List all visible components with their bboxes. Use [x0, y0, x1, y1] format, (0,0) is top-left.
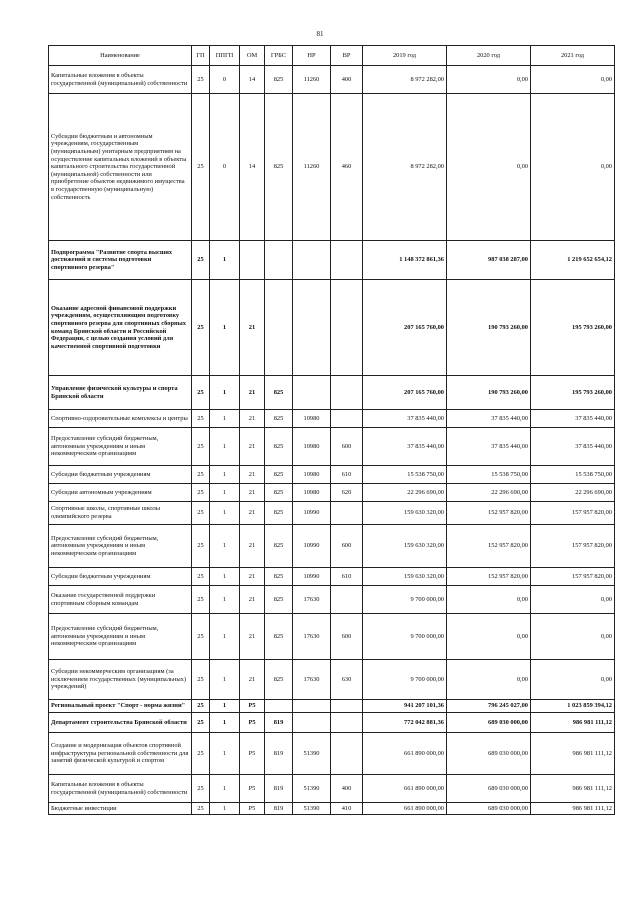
cell-grbs: 819	[265, 713, 293, 733]
cell-y2020: 0,00	[447, 66, 531, 94]
cell-name: Субсидии бюджетным и автономным учреждениям, государственным (муниципальным) унитарным предприятиям на осуществление капитальных вложений в объекты капитального строительства государственной (муниципальной) собственности или приобретение объектов недвижимого имущества в государственную (муниципальную) собственность	[49, 94, 192, 241]
cell-y2021: 37 835 440,00	[531, 410, 615, 428]
cell-name: Региональный проект "Спорт - норма жизни"	[49, 700, 192, 713]
cell-gp: 25	[192, 803, 210, 815]
cell-y2019: 37 835 440,00	[363, 428, 447, 466]
cell-ppgp: 1	[210, 376, 240, 410]
cell-gp: 25	[192, 376, 210, 410]
cell-y2019: 661 890 000,00	[363, 775, 447, 803]
header-row	[49, 46, 615, 66]
cell-ppgp: 1	[210, 586, 240, 614]
table-row	[49, 713, 615, 733]
cell-vr: 600	[331, 614, 363, 660]
cell-nr: 51390	[293, 803, 331, 815]
cell-y2020: 152 957 820,00	[447, 502, 531, 525]
cell-y2019: 207 165 760,00	[363, 280, 447, 376]
cell-vr: 410	[331, 803, 363, 815]
table-row	[49, 94, 615, 241]
cell-nr: 17630	[293, 586, 331, 614]
cell-om: 21	[240, 280, 265, 376]
cell-y2021: 0,00	[531, 660, 615, 700]
table-row	[49, 614, 615, 660]
cell-grbs: 819	[265, 775, 293, 803]
cell-y2021: 157 957 820,00	[531, 568, 615, 586]
cell-ppgp: 1	[210, 466, 240, 484]
cell-grbs: 825	[265, 66, 293, 94]
cell-y2021: 37 835 440,00	[531, 428, 615, 466]
cell-om: 21	[240, 428, 265, 466]
cell-gp: 25	[192, 280, 210, 376]
cell-name: Субсидии бюджетным учреждениям	[49, 568, 192, 586]
cell-ppgp: 1	[210, 484, 240, 502]
cell-y2021: 986 981 111,12	[531, 733, 615, 775]
header-om: ОМ	[240, 46, 265, 66]
cell-name: Создание и модернизация объектов спортивной инфраструктуры региональной собственности для занятий физической культурой и спортом	[49, 733, 192, 775]
cell-y2021: 22 296 690,00	[531, 484, 615, 502]
cell-grbs: 825	[265, 376, 293, 410]
cell-om: P5	[240, 700, 265, 713]
cell-y2021: 0,00	[531, 94, 615, 241]
cell-y2019: 22 296 690,00	[363, 484, 447, 502]
cell-y2020: 37 835 440,00	[447, 428, 531, 466]
cell-vr	[331, 713, 363, 733]
cell-grbs: 825	[265, 502, 293, 525]
cell-y2019: 37 835 440,00	[363, 410, 447, 428]
cell-y2021: 157 957 820,00	[531, 525, 615, 568]
cell-y2020: 15 538 750,00	[447, 466, 531, 484]
cell-grbs: 825	[265, 466, 293, 484]
cell-vr: 630	[331, 660, 363, 700]
cell-om: 21	[240, 376, 265, 410]
table-row	[49, 428, 615, 466]
cell-ppgp: 0	[210, 94, 240, 241]
cell-vr: 400	[331, 775, 363, 803]
cell-nr: 51390	[293, 733, 331, 775]
cell-nr: 17630	[293, 614, 331, 660]
cell-name: Оказание адресной финансовой поддержки учреждениям, осуществляющим подготовку спортивного резерва для спортивных сборных команд Брянской области и Российской Федерации, с целью создания условий для качественной спортивной подготовки	[49, 280, 192, 376]
cell-gp: 25	[192, 94, 210, 241]
cell-vr	[331, 241, 363, 280]
cell-grbs: 825	[265, 410, 293, 428]
cell-name: Предоставление субсидий бюджетным, автономным учреждениям и иным некоммерческим организациям	[49, 614, 192, 660]
cell-grbs: 825	[265, 428, 293, 466]
cell-name: Предоставление субсидий бюджетным, автономным учреждениям и иным некоммерческим организациям	[49, 428, 192, 466]
cell-name: Субсидии некоммерческим организациям (за исключением государственных (муниципальных) учреждений)	[49, 660, 192, 700]
cell-nr	[293, 713, 331, 733]
cell-gp: 25	[192, 733, 210, 775]
cell-y2020: 37 835 440,00	[447, 410, 531, 428]
cell-gp: 25	[192, 502, 210, 525]
cell-y2020: 190 793 260,00	[447, 280, 531, 376]
table-row	[49, 241, 615, 280]
cell-name: Предоставление субсидий бюджетным, автономным учреждениям и иным некоммерческим организациям	[49, 525, 192, 568]
cell-y2020: 0,00	[447, 614, 531, 660]
header-ppgp: ППГП	[210, 46, 240, 66]
cell-y2019: 772 042 881,36	[363, 713, 447, 733]
table-row	[49, 66, 615, 94]
table-row	[49, 502, 615, 525]
cell-y2019: 8 972 282,00	[363, 66, 447, 94]
cell-om: 21	[240, 525, 265, 568]
cell-y2020: 689 030 000,00	[447, 775, 531, 803]
cell-y2020: 190 793 260,00	[447, 376, 531, 410]
cell-gp: 25	[192, 614, 210, 660]
cell-gp: 25	[192, 586, 210, 614]
table-row	[49, 484, 615, 502]
cell-grbs	[265, 241, 293, 280]
cell-gp: 25	[192, 660, 210, 700]
cell-y2019: 9 700 000,00	[363, 614, 447, 660]
cell-name: Спортивные школы, спортивные школы олимпийского резерва	[49, 502, 192, 525]
table-row	[49, 700, 615, 713]
cell-vr: 620	[331, 484, 363, 502]
header-2020: 2020 год	[447, 46, 531, 66]
cell-y2020: 0,00	[447, 94, 531, 241]
cell-ppgp: 1	[210, 568, 240, 586]
table-row	[49, 376, 615, 410]
cell-vr	[331, 502, 363, 525]
cell-y2019: 207 165 760,00	[363, 376, 447, 410]
cell-nr: 11260	[293, 66, 331, 94]
cell-ppgp: 1	[210, 502, 240, 525]
cell-gp: 25	[192, 775, 210, 803]
cell-gp: 25	[192, 466, 210, 484]
cell-ppgp: 1	[210, 280, 240, 376]
cell-grbs: 825	[265, 586, 293, 614]
cell-gp: 25	[192, 484, 210, 502]
cell-y2019: 661 890 000,00	[363, 733, 447, 775]
cell-y2020: 689 030 000,00	[447, 713, 531, 733]
table-row	[49, 775, 615, 803]
header-grbs: ГРБС	[265, 46, 293, 66]
cell-grbs: 825	[265, 568, 293, 586]
cell-om: 21	[240, 502, 265, 525]
cell-y2021: 195 793 260,00	[531, 376, 615, 410]
cell-y2019: 1 148 372 861,36	[363, 241, 447, 280]
cell-y2019: 9 700 000,00	[363, 660, 447, 700]
table-row	[49, 803, 615, 815]
cell-gp: 25	[192, 241, 210, 280]
cell-y2021: 1 219 652 654,12	[531, 241, 615, 280]
cell-nr: 10980	[293, 410, 331, 428]
header-vr: ВР	[331, 46, 363, 66]
cell-ppgp: 1	[210, 660, 240, 700]
cell-y2021: 0,00	[531, 614, 615, 660]
cell-nr: 10980	[293, 428, 331, 466]
cell-nr	[293, 241, 331, 280]
cell-y2019: 15 538 750,00	[363, 466, 447, 484]
cell-name: Оказание государственной поддержки спортивным сборным командам	[49, 586, 192, 614]
cell-gp: 25	[192, 66, 210, 94]
cell-nr: 10980	[293, 484, 331, 502]
cell-nr	[293, 280, 331, 376]
cell-om: 21	[240, 410, 265, 428]
header-2019: 2019 год	[363, 46, 447, 66]
cell-grbs: 825	[265, 525, 293, 568]
cell-nr: 10990	[293, 525, 331, 568]
cell-ppgp: 0	[210, 66, 240, 94]
cell-ppgp: 1	[210, 614, 240, 660]
cell-nr: 17630	[293, 660, 331, 700]
cell-grbs: 825	[265, 94, 293, 241]
cell-vr	[331, 376, 363, 410]
cell-om: 21	[240, 484, 265, 502]
cell-ppgp: 1	[210, 713, 240, 733]
cell-ppgp: 1	[210, 410, 240, 428]
header-2021: 2021 год	[531, 46, 615, 66]
cell-name: Управление физической культуры и спорта Брянской области	[49, 376, 192, 410]
cell-ppgp: 1	[210, 241, 240, 280]
table-row	[49, 466, 615, 484]
cell-gp: 25	[192, 428, 210, 466]
cell-y2020: 0,00	[447, 586, 531, 614]
cell-vr	[331, 410, 363, 428]
cell-y2021: 986 981 111,12	[531, 713, 615, 733]
cell-ppgp: 1	[210, 803, 240, 815]
cell-om: P5	[240, 733, 265, 775]
cell-grbs: 819	[265, 733, 293, 775]
cell-y2021: 986 981 111,12	[531, 775, 615, 803]
cell-om: 14	[240, 66, 265, 94]
cell-om	[240, 241, 265, 280]
cell-gp: 25	[192, 410, 210, 428]
cell-om: 21	[240, 614, 265, 660]
table-row	[49, 525, 615, 568]
cell-grbs: 825	[265, 614, 293, 660]
cell-grbs	[265, 700, 293, 713]
cell-nr: 10980	[293, 466, 331, 484]
header-name: Наименование	[49, 46, 192, 66]
cell-y2020: 152 957 820,00	[447, 525, 531, 568]
cell-ppgp: 1	[210, 775, 240, 803]
cell-name: Департамент строительства Брянской области	[49, 713, 192, 733]
cell-vr: 610	[331, 466, 363, 484]
cell-ppgp: 1	[210, 525, 240, 568]
cell-nr	[293, 700, 331, 713]
cell-nr: 11260	[293, 94, 331, 241]
cell-om: P5	[240, 803, 265, 815]
cell-ppgp: 1	[210, 733, 240, 775]
cell-y2019: 159 630 320,00	[363, 525, 447, 568]
cell-y2020: 152 957 820,00	[447, 568, 531, 586]
cell-om: 21	[240, 660, 265, 700]
cell-vr: 600	[331, 525, 363, 568]
cell-y2021: 195 793 260,00	[531, 280, 615, 376]
cell-gp: 25	[192, 700, 210, 713]
cell-name: Субсидии бюджетным учреждениям	[49, 466, 192, 484]
cell-y2021: 0,00	[531, 586, 615, 614]
cell-nr: 51390	[293, 775, 331, 803]
cell-y2021: 1 023 859 394,12	[531, 700, 615, 713]
cell-y2019: 9 700 000,00	[363, 586, 447, 614]
cell-gp: 25	[192, 568, 210, 586]
cell-name: Капитальные вложения в объекты государственной (муниципальной) собственности	[49, 66, 192, 94]
cell-y2021: 157 957 820,00	[531, 502, 615, 525]
cell-om: 21	[240, 568, 265, 586]
cell-name: Подпрограмма "Развитие спорта высших достижений и системы подготовки спортивного резерва"	[49, 241, 192, 280]
cell-vr	[331, 280, 363, 376]
cell-om: 21	[240, 586, 265, 614]
cell-grbs: 825	[265, 484, 293, 502]
cell-vr	[331, 586, 363, 614]
cell-nr: 10990	[293, 502, 331, 525]
cell-om: P5	[240, 775, 265, 803]
cell-nr: 10990	[293, 568, 331, 586]
budget-table	[48, 45, 615, 815]
cell-y2020: 0,00	[447, 660, 531, 700]
cell-grbs	[265, 280, 293, 376]
cell-om: 14	[240, 94, 265, 241]
cell-y2020: 689 030 000,00	[447, 733, 531, 775]
cell-name: Бюджетные инвестиции	[49, 803, 192, 815]
cell-om: 21	[240, 466, 265, 484]
header-gp: ГП	[192, 46, 210, 66]
page-number: 81	[316, 30, 324, 38]
cell-y2020: 987 038 287,00	[447, 241, 531, 280]
cell-ppgp: 1	[210, 428, 240, 466]
cell-y2020: 22 296 690,00	[447, 484, 531, 502]
cell-vr	[331, 700, 363, 713]
cell-vr	[331, 733, 363, 775]
cell-vr: 400	[331, 66, 363, 94]
header-nr: НР	[293, 46, 331, 66]
table-row	[49, 410, 615, 428]
table-row	[49, 280, 615, 376]
cell-grbs: 819	[265, 803, 293, 815]
cell-y2020: 689 030 000,00	[447, 803, 531, 815]
cell-gp: 25	[192, 525, 210, 568]
cell-y2019: 159 630 320,00	[363, 568, 447, 586]
cell-name: Капитальные вложения в объекты государственной (муниципальной) собственности	[49, 775, 192, 803]
table-row	[49, 586, 615, 614]
cell-y2019: 941 207 101,36	[363, 700, 447, 713]
cell-y2019: 8 972 282,00	[363, 94, 447, 241]
cell-vr: 610	[331, 568, 363, 586]
cell-gp: 25	[192, 713, 210, 733]
cell-vr: 600	[331, 428, 363, 466]
cell-y2021: 15 538 750,00	[531, 466, 615, 484]
cell-name: Спортивно-оздоровительные комплексы и центры	[49, 410, 192, 428]
cell-y2020: 796 245 027,00	[447, 700, 531, 713]
table-row	[49, 660, 615, 700]
cell-y2019: 661 890 000,00	[363, 803, 447, 815]
cell-nr	[293, 376, 331, 410]
cell-name: Субсидии автономным учреждениям	[49, 484, 192, 502]
cell-y2021: 986 981 111,12	[531, 803, 615, 815]
cell-y2019: 159 630 320,00	[363, 502, 447, 525]
table-row	[49, 733, 615, 775]
cell-grbs: 825	[265, 660, 293, 700]
cell-y2021: 0,00	[531, 66, 615, 94]
cell-om: P5	[240, 713, 265, 733]
table-row	[49, 568, 615, 586]
cell-vr: 460	[331, 94, 363, 241]
cell-ppgp: 1	[210, 700, 240, 713]
